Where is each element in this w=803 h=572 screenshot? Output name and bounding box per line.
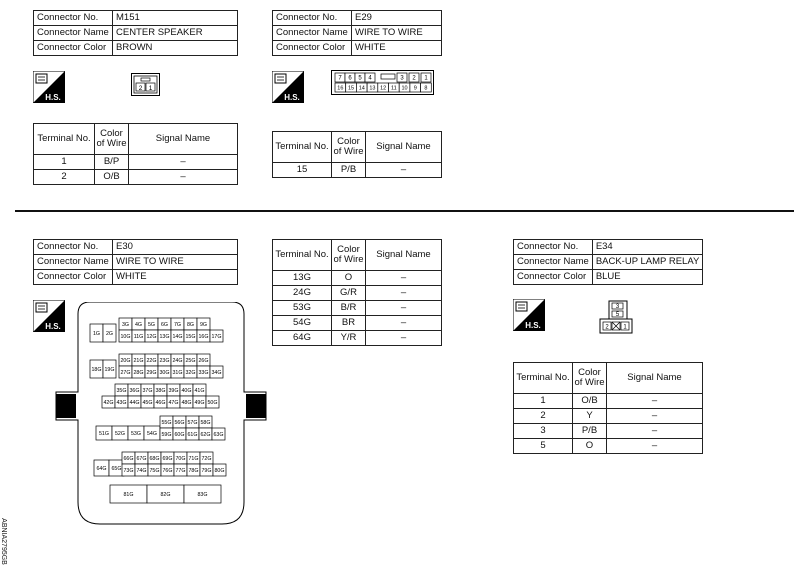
e34-info-table <box>513 239 703 285</box>
pin-cell <box>94 460 109 476</box>
pin-cell <box>103 324 116 342</box>
pin-label: 21G <box>133 357 144 364</box>
pin-label: 71G <box>188 455 199 462</box>
pin-label: 9 <box>413 85 417 92</box>
pin-cell <box>148 464 161 476</box>
pin-label: 58G <box>200 419 211 426</box>
m151-terminal-table <box>33 123 238 185</box>
header-color-of-wire: Color of Wire <box>332 132 366 163</box>
pin-label: 2 <box>138 85 143 92</box>
pin-label: 46G <box>155 399 166 406</box>
pin-label: 33G <box>198 369 209 376</box>
pin-cell <box>206 396 219 408</box>
pin-cell <box>174 464 187 476</box>
pin-cell <box>145 354 158 366</box>
pin-label: 31G <box>172 369 183 376</box>
pin-cell <box>115 384 128 396</box>
pin-label: 7 <box>338 75 342 82</box>
pin-label: 8 <box>424 85 428 92</box>
pin-label: 1 <box>424 75 428 82</box>
pin-cell <box>135 452 148 464</box>
pin-cell <box>174 452 187 464</box>
pin-cell <box>90 360 103 378</box>
pin-label: 18G <box>91 366 102 373</box>
label-connector-name: Connector Name <box>273 26 352 41</box>
pin-cell <box>213 464 226 476</box>
header-signal-name: Signal Name <box>129 124 238 155</box>
pin-cell <box>145 318 158 330</box>
pin-label: 24G <box>172 357 183 364</box>
pin-label: 22G <box>146 357 157 364</box>
pin-label: 48G <box>181 399 192 406</box>
e29-terminal-table <box>272 131 442 178</box>
pin-cell <box>184 330 197 342</box>
pin-label: 12G <box>146 333 157 340</box>
pin-label: 44G <box>129 399 140 406</box>
connector-color-value: WHITE <box>352 41 442 56</box>
pin-cell <box>160 428 173 440</box>
pin-label: 67G <box>136 455 147 462</box>
connector-name-value: BACK-UP LAMP RELAY <box>592 255 702 270</box>
pin-cell <box>210 366 223 378</box>
pin-cell <box>158 366 171 378</box>
pin-cell <box>132 354 145 366</box>
pin-label: 29G <box>146 369 157 376</box>
pin-label: 28G <box>133 369 144 376</box>
pin-cell <box>145 330 158 342</box>
table-row: 1 B/P – <box>34 155 238 170</box>
connector-name-value: WIRE TO WIRE <box>352 26 442 41</box>
e34-connector-face <box>598 299 634 335</box>
pin-label: 6G <box>160 321 169 328</box>
header-color-of-wire: Color of Wire <box>95 124 129 155</box>
pin-cell <box>180 384 193 396</box>
label-connector-color: Connector Color <box>34 41 113 56</box>
table-row: 5 O – <box>514 439 703 454</box>
pin-cell <box>96 426 112 440</box>
pin-label: 50G <box>207 399 218 406</box>
pin-cell <box>186 416 199 428</box>
pin-label: 54G <box>146 430 158 437</box>
pin-cell <box>184 318 197 330</box>
pin-cell <box>345 73 355 82</box>
header-signal-name: Signal Name <box>366 240 442 271</box>
pin-cell <box>197 354 210 366</box>
pin-cell <box>389 83 400 92</box>
pin-label: 2 <box>412 75 416 82</box>
label-connector-name: Connector Name <box>34 255 113 270</box>
pin-label: 16 <box>337 85 344 92</box>
e34-terminal-table <box>513 362 703 454</box>
connector-no-value: E30 <box>113 240 238 255</box>
pin-label: 72G <box>201 455 212 462</box>
pin-cell <box>148 452 161 464</box>
pin-cell <box>154 396 167 408</box>
pin-cell <box>158 318 171 330</box>
pin-label: 66G <box>123 455 134 462</box>
label-connector-color: Connector Color <box>273 41 352 56</box>
pin-label: 61G <box>187 431 198 438</box>
pin-label: 63G <box>213 431 224 438</box>
pin-cell <box>335 83 346 92</box>
e30-connector-face <box>50 302 272 526</box>
pin-cell <box>158 330 171 342</box>
connector-color-value: BLUE <box>592 270 702 285</box>
pin-label: 19G <box>104 366 115 373</box>
pin-label: 32G <box>185 369 196 376</box>
pin-cell <box>171 354 184 366</box>
pin-label: 40G <box>181 387 192 394</box>
pin-label: 53G <box>130 430 142 437</box>
pin-label: 82G <box>160 491 171 498</box>
pin-label: 49G <box>194 399 205 406</box>
pin-cell <box>210 330 223 342</box>
pin-label: 34G <box>211 369 222 376</box>
pin-cell <box>200 464 213 476</box>
pin-label: 83G <box>197 491 208 498</box>
header-terminal-no: Terminal No. <box>273 132 332 163</box>
pin-label: 6 <box>348 75 352 82</box>
pin-label: 69G <box>162 455 173 462</box>
pin-label: 3 <box>400 75 404 82</box>
pin-cell <box>187 452 200 464</box>
pin-cell <box>399 83 410 92</box>
pin-cell <box>186 428 199 440</box>
pin-label: 15G <box>185 333 196 340</box>
pin-label: 13G <box>159 333 170 340</box>
table-row: 53G B/R – <box>273 301 442 316</box>
pin-cell <box>180 396 193 408</box>
hs-label: H.S. <box>45 322 61 331</box>
table-row: 13G O – <box>273 271 442 286</box>
pin-cell <box>346 83 357 92</box>
pin-label: 27G <box>120 369 131 376</box>
pin-label: 68G <box>149 455 160 462</box>
pin-label: 36G <box>129 387 140 394</box>
pin-label: 10 <box>401 85 408 92</box>
pin-cell <box>187 464 200 476</box>
pin-cell <box>397 73 407 82</box>
pin-cell <box>197 366 210 378</box>
pin-label: 38G <box>155 387 166 394</box>
pin-cell <box>90 324 103 342</box>
e30-info-table <box>33 239 238 285</box>
pin-label: 65G <box>111 465 122 472</box>
pin-label: 81G <box>123 491 134 498</box>
table-row: 2 O/B – <box>34 170 238 185</box>
pin-label: 11 <box>390 85 397 92</box>
pin-label: 76G <box>162 467 173 474</box>
connector-no-value: M151 <box>113 11 238 26</box>
header-color-of-wire: Color of Wire <box>573 363 607 394</box>
hs-harness-side-icon <box>33 71 65 103</box>
pin-label: 60G <box>174 431 185 438</box>
pin-cell <box>128 396 141 408</box>
label-connector-no: Connector No. <box>514 240 593 255</box>
pin-label: 2 <box>605 324 609 331</box>
pin-label: 43G <box>116 399 127 406</box>
hs-harness-side-icon <box>513 299 545 331</box>
pin-label: 41G <box>194 387 205 394</box>
pin-cell <box>141 384 154 396</box>
pin-label: 64G <box>96 465 107 472</box>
pin-label: 1 <box>623 324 627 331</box>
pin-cell <box>160 416 173 428</box>
pin-cell <box>171 330 184 342</box>
pin-label: 70G <box>175 455 186 462</box>
pin-cell <box>144 426 160 440</box>
pin-cell <box>365 73 375 82</box>
pin-cell <box>147 485 184 503</box>
header-signal-name: Signal Name <box>366 132 442 163</box>
pin-cell <box>184 485 221 503</box>
pin-label: 11G <box>133 333 144 340</box>
pin-label: 51G <box>98 430 110 437</box>
pin-label: 57G <box>187 419 198 426</box>
pin-cell <box>161 452 174 464</box>
pin-cell <box>171 366 184 378</box>
pin-label: 42G <box>103 399 114 406</box>
table-row: 64G Y/R – <box>273 331 442 346</box>
pin-cell <box>158 354 171 366</box>
pin-label: 56G <box>174 419 185 426</box>
pin-label: 79G <box>201 467 212 474</box>
pin-label: 74G <box>136 467 147 474</box>
pin-cell <box>122 452 135 464</box>
pin-cell <box>102 396 115 408</box>
hs-label: H.S. <box>525 321 541 330</box>
pin-label: 23G <box>159 357 170 364</box>
pin-cell <box>145 366 158 378</box>
pin-label: 5 <box>358 75 362 82</box>
pin-cell <box>355 73 365 82</box>
pin-cell <box>167 384 180 396</box>
label-connector-color: Connector Color <box>34 270 113 285</box>
pin-label: 1 <box>148 85 153 92</box>
pin-label: 73G <box>123 467 134 474</box>
pin-cell <box>197 330 210 342</box>
pin-cell <box>200 452 213 464</box>
header-terminal-no: Terminal No. <box>34 124 95 155</box>
pin-label: 14 <box>358 85 365 92</box>
pin-label: 62G <box>200 431 211 438</box>
pin-cell <box>161 464 174 476</box>
pin-cell <box>112 426 128 440</box>
pin-cell <box>122 464 135 476</box>
pin-label: 17G <box>211 333 222 340</box>
m151-info-table <box>33 10 238 56</box>
pin-label: 47G <box>168 399 179 406</box>
pin-label: 7G <box>173 321 182 328</box>
hs-label: H.S. <box>45 93 61 102</box>
pin-cell <box>367 83 378 92</box>
pin-label: 26G <box>198 357 209 364</box>
pin-label: 1G <box>92 330 101 337</box>
pin-label: 39G <box>168 387 179 394</box>
pin-cell <box>115 396 128 408</box>
pin-label: 20G <box>120 357 131 364</box>
header-signal-name: Signal Name <box>607 363 703 394</box>
pin-label: 13 <box>369 85 376 92</box>
pin-label: 3G <box>121 321 130 328</box>
pin-label: 37G <box>142 387 153 394</box>
header-terminal-no: Terminal No. <box>514 363 573 394</box>
pin-label: 15 <box>347 85 355 92</box>
pin-cell <box>110 485 147 503</box>
connector-name-value: WIRE TO WIRE <box>113 255 238 270</box>
pin-label: 14G <box>172 333 183 340</box>
pin-cell <box>356 83 367 92</box>
table-row: 1 O/B – <box>514 394 703 409</box>
label-connector-name: Connector Name <box>514 255 593 270</box>
pin-cell <box>378 83 389 92</box>
e30-terminal-table <box>272 239 442 346</box>
pin-cell <box>199 416 212 428</box>
pin-label: 35G <box>116 387 127 394</box>
pin-cell <box>132 366 145 378</box>
pin-label: 4G <box>134 321 143 328</box>
connector-no-value: E34 <box>592 240 702 255</box>
hs-harness-side-icon <box>272 71 304 103</box>
label-connector-name: Connector Name <box>34 26 113 41</box>
connector-color-value: BROWN <box>113 41 238 56</box>
pin-cell <box>167 396 180 408</box>
pin-cell <box>128 384 141 396</box>
pin-cell <box>119 366 132 378</box>
pin-cell <box>132 318 145 330</box>
table-row: 24G G/R – <box>273 286 442 301</box>
header-color-of-wire: Color of Wire <box>332 240 366 271</box>
pin-cell <box>141 396 154 408</box>
pin-label: 3 <box>615 304 620 310</box>
pin-label: 52G <box>114 430 126 437</box>
pin-label: 8G <box>186 321 195 328</box>
pin-label: 45G <box>142 399 153 406</box>
pin-cell <box>119 354 132 366</box>
pin-cell <box>171 318 184 330</box>
hs-label: H.S. <box>284 93 300 102</box>
label-connector-no: Connector No. <box>34 11 113 26</box>
pin-label: 75G <box>149 467 160 474</box>
connector-color-value: WHITE <box>113 270 238 285</box>
pin-cell <box>212 428 225 440</box>
pin-cell <box>132 330 145 342</box>
pin-cell <box>410 83 421 92</box>
connector-no-value: E29 <box>352 11 442 26</box>
table-row: 3 P/B – <box>514 424 703 439</box>
pin-cell <box>421 83 432 92</box>
pin-label: 80G <box>214 467 225 474</box>
pin-label: 77G <box>175 467 186 474</box>
label-connector-color: Connector Color <box>514 270 593 285</box>
pin-cell <box>193 384 206 396</box>
pin-label: 2G <box>105 330 114 337</box>
pin-cell <box>184 366 197 378</box>
pin-label: 9G <box>199 321 208 328</box>
pin-label: 5 <box>615 312 620 318</box>
e29-connector-face <box>331 70 435 96</box>
pin-cell <box>197 318 210 330</box>
pin-cell <box>199 428 212 440</box>
table-row: 54G BR – <box>273 316 442 331</box>
table-row: 15 P/B – <box>273 163 442 178</box>
pin-label: 59G <box>161 431 172 438</box>
e29-info-table <box>272 10 442 56</box>
label-connector-no: Connector No. <box>34 240 113 255</box>
pin-cell <box>193 396 206 408</box>
figure-code: ABNIA2795GB <box>0 518 7 565</box>
pin-label: 16G <box>198 333 209 340</box>
pin-cell <box>184 354 197 366</box>
pin-label: 5G <box>147 321 156 328</box>
pin-cell <box>128 426 144 440</box>
pin-cell <box>119 330 132 342</box>
pin-label: 55G <box>161 419 172 426</box>
pin-label: 10G <box>120 333 131 340</box>
pin-label: 30G <box>159 369 170 376</box>
pin-cell <box>173 416 186 428</box>
table-row: 2 Y – <box>514 409 703 424</box>
pin-label: 78G <box>188 467 199 474</box>
pin-cell <box>409 73 419 82</box>
pin-cell <box>135 464 148 476</box>
m151-connector-face <box>131 73 161 97</box>
label-connector-no: Connector No. <box>273 11 352 26</box>
pin-cell <box>103 360 116 378</box>
pin-cell <box>421 73 431 82</box>
pin-cell <box>335 73 345 82</box>
pin-cell <box>173 428 186 440</box>
pin-cell <box>119 318 132 330</box>
pin-label: 4 <box>368 75 372 82</box>
section-divider <box>15 210 794 212</box>
connector-name-value: CENTER SPEAKER <box>113 26 238 41</box>
pin-cell <box>154 384 167 396</box>
pin-label: 12 <box>380 85 387 92</box>
pin-label: 25G <box>185 357 196 364</box>
header-terminal-no: Terminal No. <box>273 240 332 271</box>
